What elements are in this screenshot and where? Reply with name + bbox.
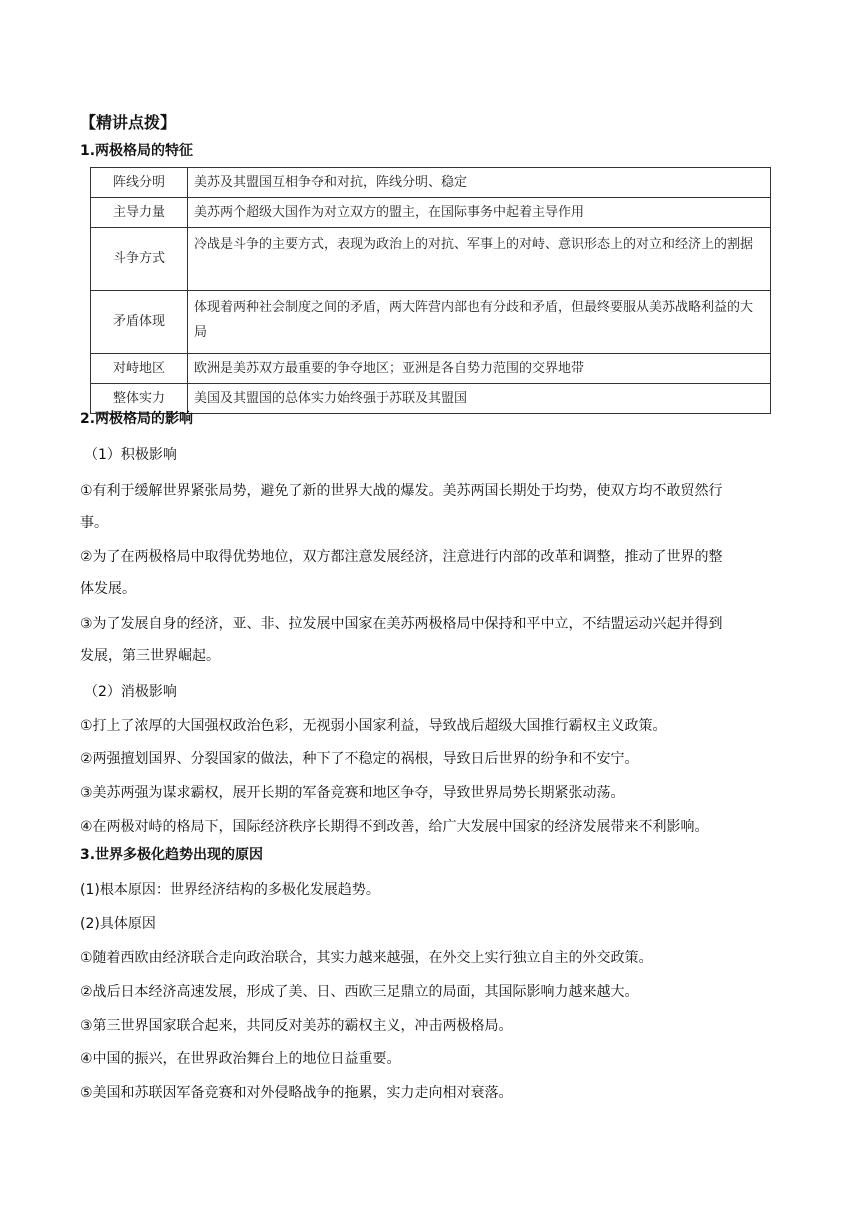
table-value: 美国及其盟国的总体实力始终强于苏联及其盟国 [188, 384, 771, 414]
table-key: 斗争方式 [91, 228, 188, 291]
section-3-title: 3.世界多极化趋势出现的原因 [80, 847, 264, 863]
paragraph-line: ③为了发展自身的经济，亚、非、拉发展中国家在美苏两极格局中保持和平中立，不结盟运动兴起并得到 [80, 616, 723, 632]
page-heading: 【精讲点拨】 [80, 113, 177, 132]
table-row [91, 291, 771, 354]
table-value: 体现着两种社会制度之间的矛盾，两大阵营内部也有分歧和矛盾，但最终要服从美苏战略利益的大局 [188, 291, 771, 354]
paragraph-line: ①有利于缓解世界紧张局势，避免了新的世界大战的爆发。美苏两国长期处于均势，使双方均不敢贸然行 [80, 483, 723, 499]
root-cause-line: (1)根本原因：世界经济结构的多极化发展趋势。 [80, 882, 380, 898]
table-key: 阵线分明 [91, 168, 188, 198]
section-1-title: 1.两极格局的特征 [80, 143, 194, 159]
paragraph-line: ①打上了浓厚的大国强权政治色彩，无视弱小国家利益，导致战后超级大国推行霸权主义政策。 [80, 718, 667, 734]
table-key: 整体实力 [91, 384, 188, 414]
table-row [91, 198, 771, 228]
table-value: 美苏两个超级大国作为对立双方的盟主，在国际事务中起着主导作用 [188, 198, 771, 228]
table-key: 矛盾体现 [91, 291, 188, 354]
paragraph-line: ⑤美国和苏联因军备竞赛和对外侵略战争的拖累，实力走向相对衰落。 [80, 1085, 513, 1101]
section-2-title: 2.两极格局的影响 [80, 411, 194, 427]
negative-impact-title: （2）消极影响 [84, 684, 177, 700]
positive-impact-title: （1）积极影响 [84, 447, 177, 463]
paragraph-line: ④在两极对峙的格局下，国际经济秩序长期得不到改善，给广大发展中国家的经济发展带来不利影响。 [80, 819, 709, 835]
paragraph-line: ②两强擅划国界、分裂国家的做法，种下了不稳定的祸根，导致日后世界的纷争和不安宁。 [80, 751, 639, 767]
paragraph-line: ①随着西欧由经济联合走向政治联合，其实力越来越强，在外交上实行独立自主的外交政策。 [80, 950, 653, 966]
table-value: 冷战是斗争的主要方式，表现为政治上的对抗、军事上的对峙、意识形态上的对立和经济上的割据 [188, 228, 771, 291]
paragraph-line: 发展，第三世界崛起。 [80, 648, 220, 664]
table-value: 美苏及其盟国互相争夺和对抗，阵线分明、稳定 [188, 168, 771, 198]
paragraph-line: 事。 [80, 515, 108, 531]
table-row [91, 168, 771, 198]
paragraph-line: ④中国的振兴，在世界政治舞台上的地位日益重要。 [80, 1051, 401, 1067]
paragraph-line: ②战后日本经济高速发展，形成了美、日、西欧三足鼎立的局面，其国际影响力越来越大。 [80, 984, 639, 1000]
table-key: 对峙地区 [91, 354, 188, 384]
features-table [90, 167, 771, 414]
paragraph-line: ②为了在两极格局中取得优势地位，双方都注意发展经济，注意进行内部的改革和调整，推动了世界的整 [80, 549, 723, 565]
paragraph-line: 体发展。 [80, 581, 136, 597]
table-row [91, 228, 771, 291]
paragraph-line: ③美苏两强为谋求霸权，展开长期的军备竞赛和地区争夺，导致世界局势长期紧张动荡。 [80, 785, 625, 801]
table-value: 欧洲是美苏双方最重要的争夺地区；亚洲是各自势力范围的交界地带 [188, 354, 771, 384]
specific-causes-title: (2)具体原因 [80, 916, 156, 932]
table-row [91, 354, 771, 384]
table-key: 主导力量 [91, 198, 188, 228]
paragraph-line: ③第三世界国家联合起来，共同反对美苏的霸权主义，冲击两极格局。 [80, 1018, 513, 1034]
